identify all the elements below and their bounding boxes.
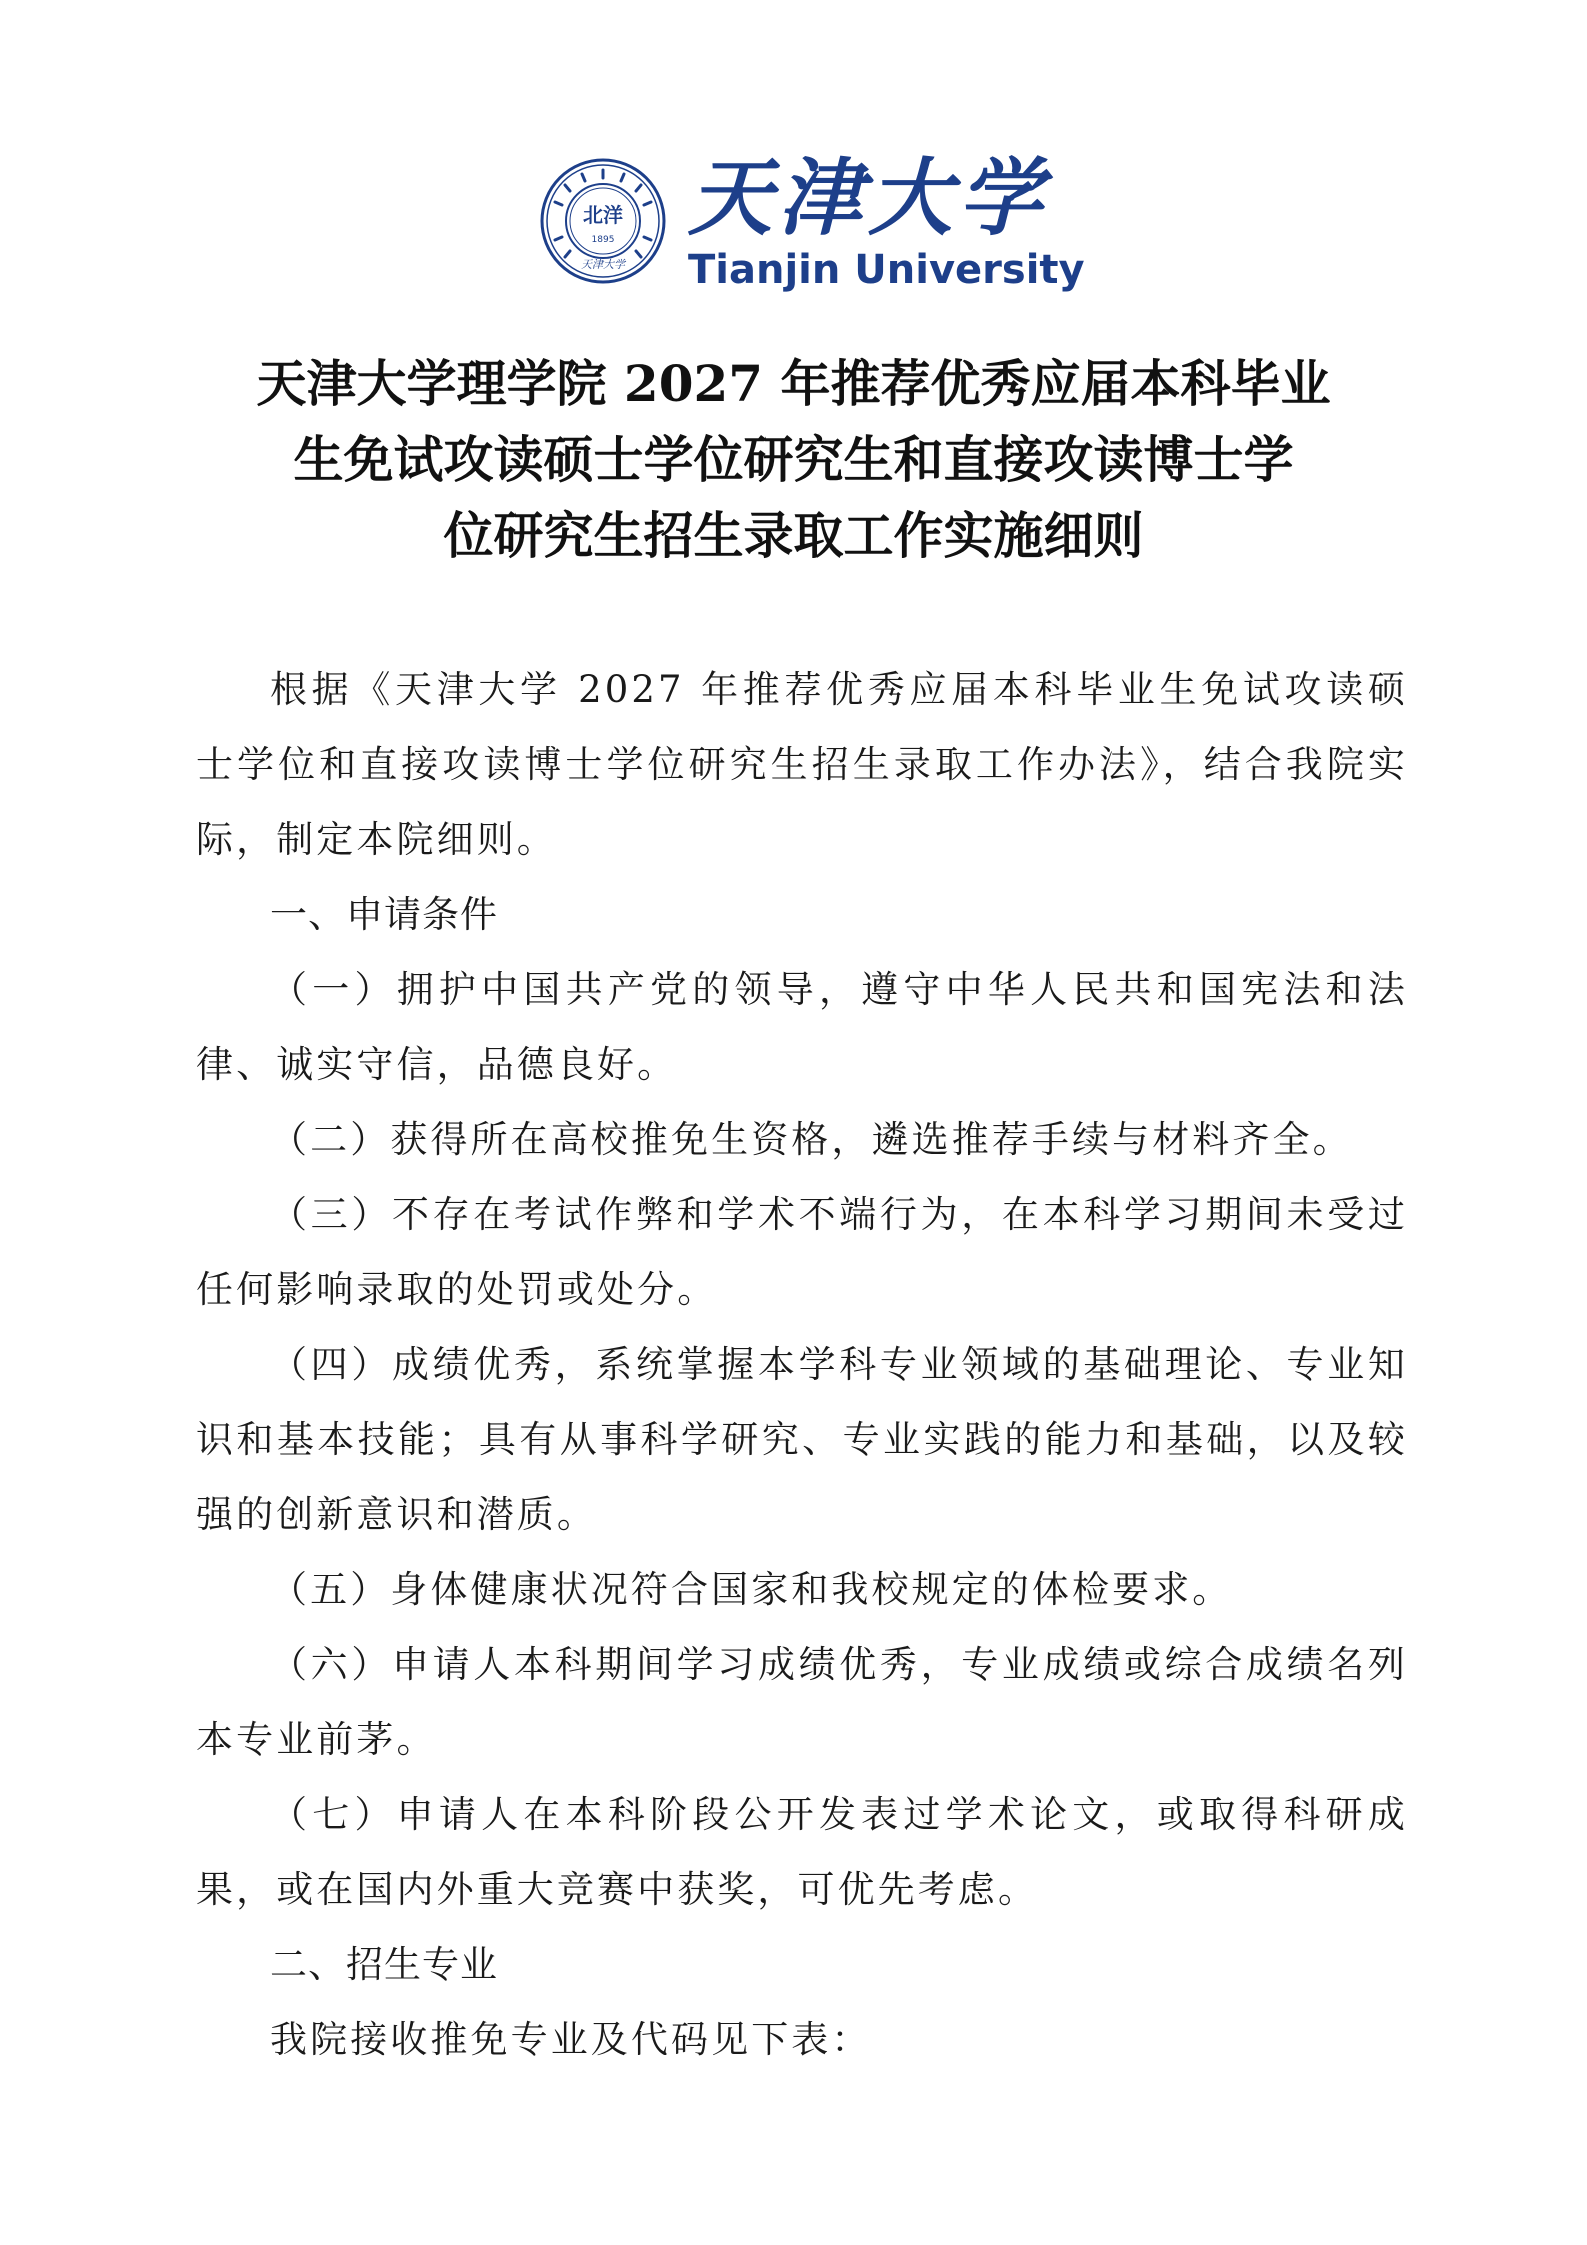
condition-item: （四）成绩优秀，系统掌握本学科专业领域的基础理论、专业知识和基本技能；具有从事科学研究、专业实践的能力和基础，以及较强的创新意识和潜质。 — [196, 1343, 1408, 1536]
document-body — [196, 652, 1408, 2077]
seal-bottom-text: 天津大学 — [581, 258, 625, 271]
majors-intro-paragraph: 我院接收推免专业及代码见下表： — [270, 2018, 872, 2061]
title-line: 位研究生招生录取工作实施细则 — [443, 506, 1144, 565]
seal-year: 1895 — [591, 235, 615, 245]
condition-item: （六）申请人本科期间学习成绩优秀，专业成绩或综合成绩名列本专业前茅。 — [196, 1643, 1408, 1761]
condition-item: （七）申请人在本科阶段公开发表过学术论文，或取得科研成果，或在国内外重大竞赛中获奖，可优先考虑。 — [196, 1793, 1408, 1911]
title-line: 生免试攻读硕士学位研究生和直接攻读博士学 — [293, 430, 1294, 489]
university-logo — [540, 148, 1085, 296]
condition-item: （二）获得所在高校推免生资格，遴选推荐手续与材料齐全。 — [270, 1118, 1353, 1161]
condition-item: （五）身体健康状况符合国家和我校规定的体检要求。 — [270, 1568, 1233, 1611]
section-heading-application-conditions: 一、申请条件 — [270, 893, 498, 936]
tianjin-university-seal-icon — [540, 158, 666, 284]
document-title — [180, 346, 1407, 574]
seal-center-text: 北洋 — [583, 203, 623, 227]
condition-item: （一）拥护中国共产党的领导，遵守中华人民共和国宪法和法律、诚实守信，品德良好。 — [196, 968, 1408, 1086]
intro-paragraph: 根据《天津大学 2027 年推荐优秀应届本科毕业生免试攻读硕士学位和直接攻读博士学位研究生招生录取工作办法》，结合我院实际，制定本院细则。 — [196, 668, 1408, 861]
university-name-chinese: 天津大学 — [688, 148, 1049, 247]
section-heading-majors: 二、招生专业 — [270, 1943, 498, 1986]
university-name-english: Tianjin University — [688, 247, 1085, 293]
condition-item: （三）不存在考试作弊和学术不端行为，在本科学习期间未受过任何影响录取的处罚或处分。 — [196, 1193, 1408, 1311]
title-line: 天津大学理学院 2027 年推荐优秀应届本科毕业 — [256, 354, 1331, 413]
